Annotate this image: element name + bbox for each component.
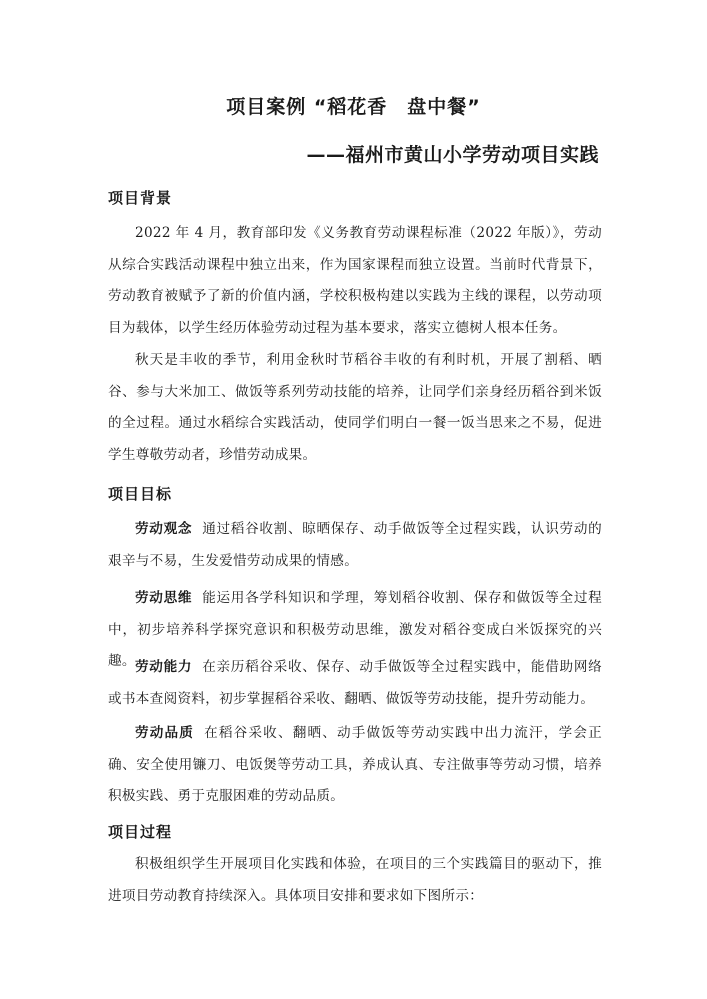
goal-term: 劳动观念 [135, 521, 193, 537]
goal-text: 在亲历稻谷采收、保存、动手做饭等全过程实践中，能借助网络或书本查阅资料，初步掌握稻谷采收、翻晒、做饭等劳动技能，提升劳动能力。 [108, 659, 603, 707]
goal-term: 劳动能力 [135, 659, 193, 675]
document-subtitle: ——福州市黄山小学劳动项目实践 [306, 144, 599, 166]
goal-term: 劳动品质 [135, 725, 195, 741]
document-title: 项目案例 “稻花香 盘中餐” [226, 96, 481, 118]
section-heading-goals: 项目目标 [108, 485, 173, 503]
goal-item [108, 514, 602, 577]
process-paragraph-1: 积极组织学生开展项目化实践和体验，在项目的三个实践篇目的驱动下，推进项目劳动教育持续深入。具体项目安排和要求如下图所示： [108, 856, 602, 904]
section-heading-process: 项目过程 [108, 823, 173, 841]
goal-item [108, 718, 602, 813]
goal-item [108, 652, 602, 715]
goal-term: 劳动思维 [135, 590, 193, 606]
background-paragraph-1: 2022 年 4 月，教育部印发《义务教育劳动课程标准（2022 年版）》，劳动从综合实践活动课程中独立出来，作为国家课程而独立设置。当前时代背景下，劳动教育被赋予了新的价值内涵，学校积极构建以实践为主线的课程，以劳动项目为载体，以学生经历体验劳动过程为基本要求，落实立德树人根本任务。 [108, 225, 602, 336]
background-paragraph-2: 秋天是丰收的季节，利用金秋时节稻谷丰收的有利时机，开展了割稻、晒谷、参与大米加工、做饭等系列劳动技能的培养，让同学们亲身经历稻谷到米饭的全过程。通过水稻综合实践活动，使同学们明白一餐一饭当思来之不易，促进学生尊敬劳动者，珍惜劳动成果。 [108, 352, 602, 463]
goal-text: 在稻谷采收、翻晒、动手做饭等劳动实践中出力流汗，学会正确、安全使用镰刀、电饭煲等劳动工具，养成认真、专注做事等劳动习惯，培养积极实践、勇于克服困难的劳动品质。 [108, 725, 602, 804]
goal-text: 能运用各学科知识和学理，筹划稻谷收割、保存和做饭等全过程中，初步培养科学探究意识和积极劳动思维，激发对稻谷变成白米饭探究的兴趣。 [108, 590, 603, 669]
goal-text: 通过稻谷收割、晾晒保存、动手做饭等全过程实践，认识劳动的艰辛与不易，生发爱惜劳动成果的情感。 [108, 521, 603, 569]
section-heading-background: 项目背景 [108, 189, 173, 207]
